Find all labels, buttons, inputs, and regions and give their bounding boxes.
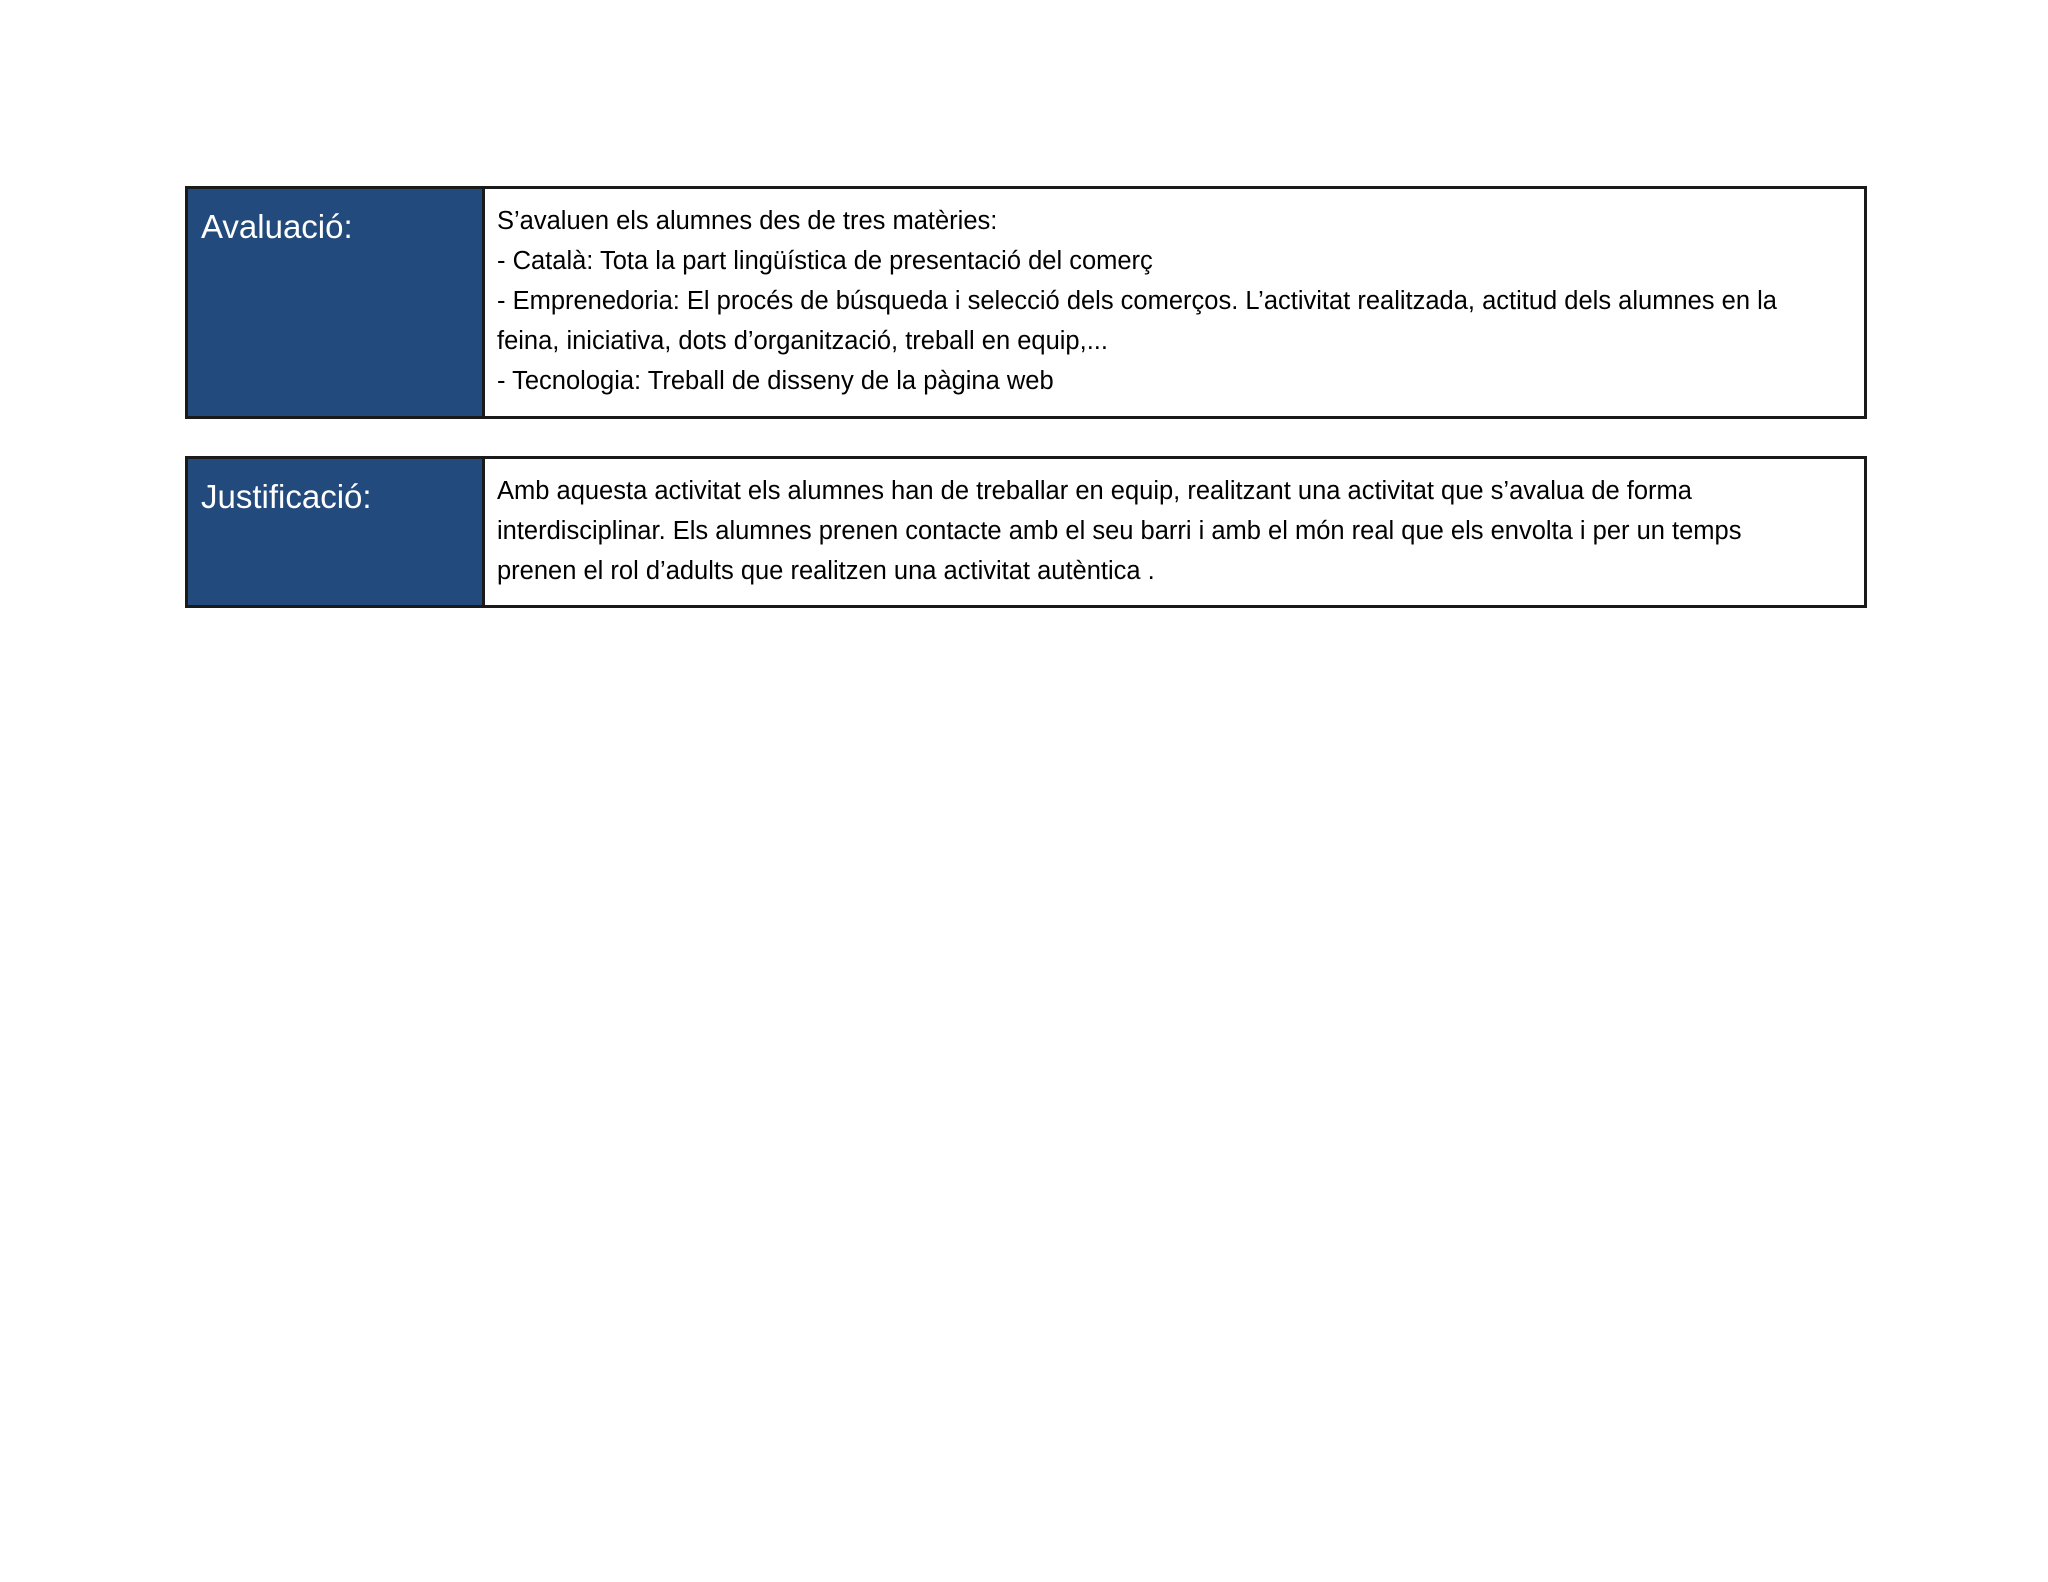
- avaluacio-content: [485, 189, 1864, 416]
- avaluacio-label: Avaluació:: [188, 189, 485, 416]
- justificacio-label: Justificació:: [188, 459, 485, 605]
- justificacio-line: interdisciplinar. Els alumnes prenen contacte amb el seu barri i amb el món real que els envolta i per un temps: [497, 517, 1742, 545]
- avaluacio-line: - Tecnologia: Treball de disseny de la pàgina web: [497, 367, 1054, 395]
- avaluacio-line: feina, iniciativa, dots d’organització, treball en equip,...: [497, 327, 1108, 355]
- justificacio-table: [185, 456, 1867, 608]
- avaluacio-line: - Emprenedoria: El procés de búsqueda i selecció dels comerços. L’activitat realitzada, actitud dels alumnes en la: [497, 287, 1777, 315]
- justificacio-line: prenen el rol d’adults que realitzen una activitat autèntica .: [497, 557, 1155, 585]
- avaluacio-line: - Català: Tota la part lingüística de presentació del comerç: [497, 247, 1153, 275]
- avaluacio-line: S’avaluen els alumnes des de tres matèries:: [497, 207, 998, 235]
- avaluacio-table: [185, 186, 1867, 419]
- justificacio-content: [485, 459, 1864, 605]
- justificacio-line: Amb aquesta activitat els alumnes han de treballar en equip, realitzant una activitat que s’avalua de forma: [497, 477, 1692, 505]
